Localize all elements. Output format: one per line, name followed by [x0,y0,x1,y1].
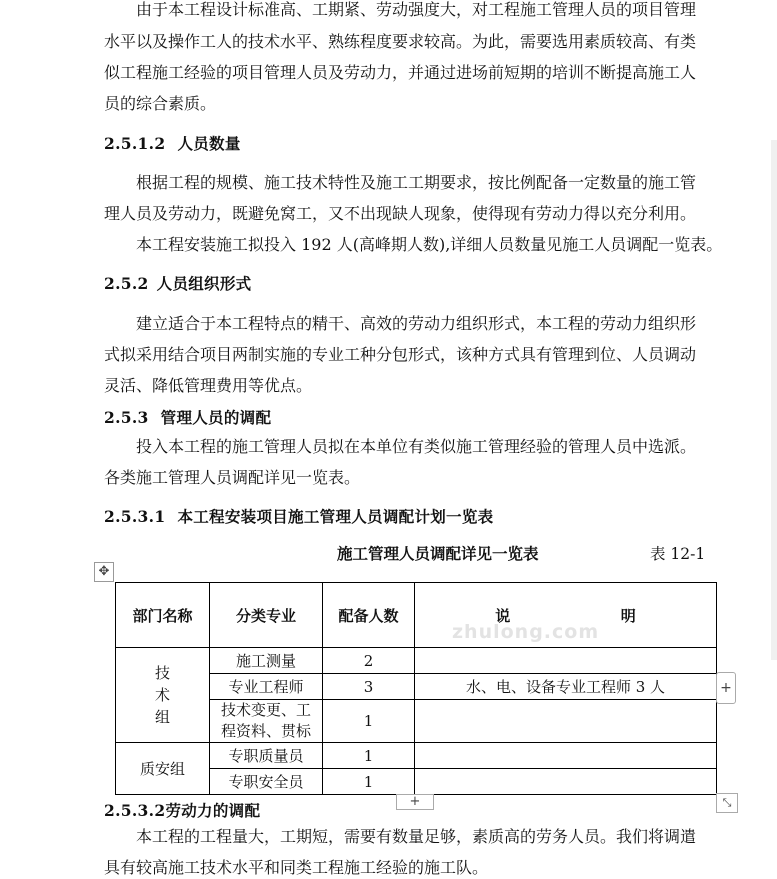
body-text: 本工程的工程量大，工期短，需要有数量足够，素质高的劳务人员。我们将调遣 [136,827,697,846]
heading-text: 劳动力的调配 [165,801,261,820]
watermark: zhulong.com [452,621,600,643]
group-cell: 质安组 [116,743,210,795]
body-text: 具有较高施工技术水平和同类工程施工经验的施工队。 [104,858,489,877]
section-heading [104,507,493,527]
count-cell: 1 [323,769,415,795]
section-heading [104,274,251,294]
note-cell [415,743,717,769]
table-row [116,648,717,674]
heading-text: 人员组织形式 [156,274,252,293]
body-text: 似工程施工经验的项目管理人员及劳动力，并通过进场前短期的培训不断提高施工人 [104,63,697,82]
body-text: 由于本工程设计标准高、工期紧、劳动强度大，对工程施工管理人员的项目管理 [136,0,697,19]
table-resize-icon[interactable]: ⤡ [716,793,738,813]
body-text: 灵活、降低管理费用等优点。 [104,376,313,395]
header-note-part: 说 [495,606,511,625]
header-count: 配备人数 [323,583,415,648]
header-note-part: 明 [620,606,636,625]
body-text: 员的综合素质。 [104,94,217,113]
count-cell: 2 [323,648,415,674]
staff-table [115,582,717,795]
category-cell: 专职质量员 [210,743,323,769]
count-cell: 1 [323,700,415,743]
table-row [116,743,717,769]
body-text: 本工程安装施工拟投入 192 人(高峰期人数),详细人员数量见施工人员调配一览表。 [136,235,723,254]
heading-text: 本工程安装项目施工管理人员调配计划一览表 [177,507,494,526]
note-cell [415,700,717,743]
category-cell: 专业工程师 [210,674,323,700]
note-cell [415,769,717,795]
section-heading [104,134,241,154]
body-text: 根据工程的规模、施工技术特性及施工工期要求，按比例配备一定数量的施工管 [136,173,697,192]
table-title: 施工管理人员调配详见一览表 [337,544,539,563]
add-column-icon[interactable]: + [716,672,736,704]
table-number: 表 12-1 [650,545,706,563]
table-move-handle-icon[interactable]: ✥ [94,562,114,582]
category-cell: 技术变更、工程资料、贯标 [210,700,323,743]
heading-number: 2.5.3.1 [104,507,166,526]
table-header-row [116,583,717,648]
section-heading [104,801,260,821]
group-cell [116,648,210,743]
body-text: 建立适合于本工程特点的精干、高效的劳动力组织形式，本工程的劳动力组织形 [136,314,697,333]
section-heading [104,408,271,428]
category-cell: 专职安全员 [210,769,323,795]
body-text: 式拟采用结合项目两制实施的专业工种分包形式，该种方式具有管理到位、人员调动 [104,345,697,364]
note-cell [415,648,717,674]
add-row-icon[interactable]: + [396,794,434,810]
body-text: 水平以及操作工人的技术水平、熟练程度要求较高。为此，需要选用素质较高、有类 [104,32,697,51]
count-cell: 1 [323,743,415,769]
scrollbar[interactable] [771,140,777,660]
count-cell: 3 [323,674,415,700]
body-text: 各类施工管理人员调配详见一览表。 [104,468,361,487]
header-dept: 部门名称 [116,583,210,648]
heading-text: 管理人员的调配 [160,408,272,427]
heading-number: 2.5.3.2 [104,801,166,820]
heading-number: 2.5.3 [104,408,149,427]
group-label: 技术组 [154,664,170,726]
note-cell: 水、电、设备专业工程师 3 人 [415,674,717,700]
heading-text: 人员数量 [177,134,241,153]
body-text: 投入本工程的施工管理人员拟在本单位有类似施工管理经验的管理人员中选派。 [136,437,697,456]
header-category: 分类专业 [210,583,323,648]
heading-number: 2.5.1.2 [104,134,166,153]
body-text: 理人员及劳动力，既避免窝工，又不出现缺人现象，使得现有劳动力得以充分利用。 [104,204,697,223]
category-cell: 施工测量 [210,648,323,674]
heading-number: 2.5.2 [104,274,149,293]
